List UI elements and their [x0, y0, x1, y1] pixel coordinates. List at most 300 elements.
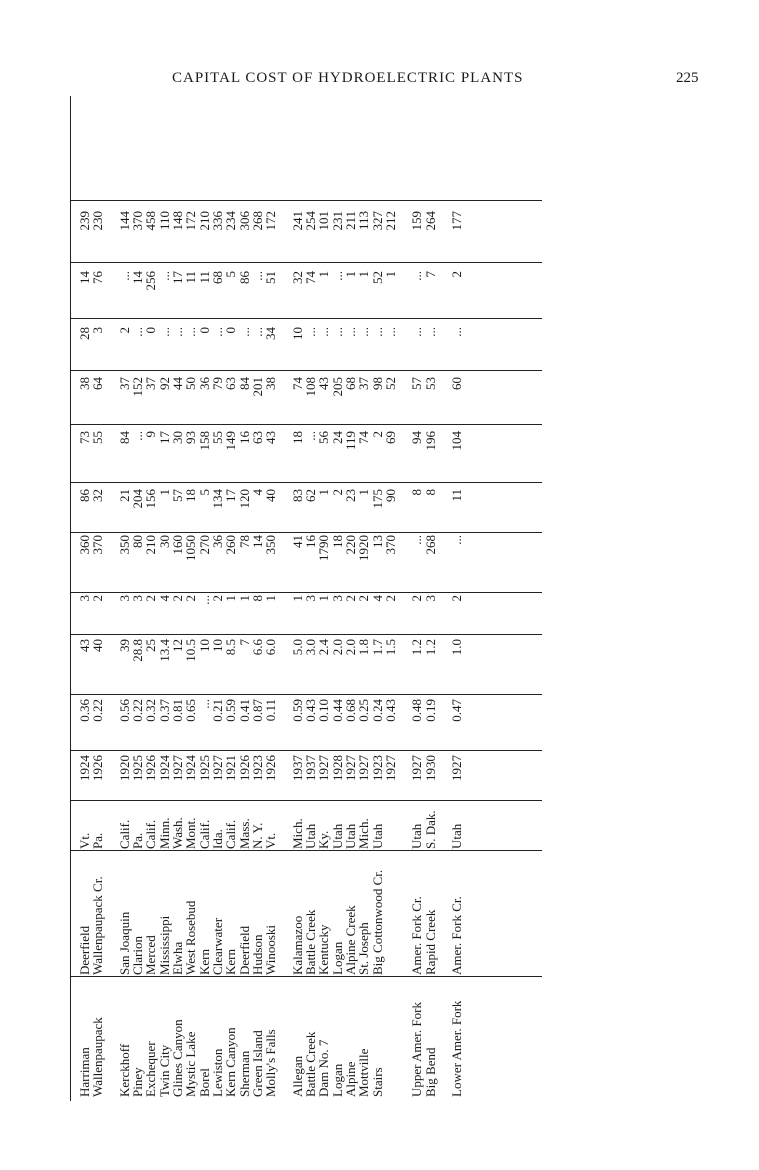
- column-rule: [70, 262, 542, 263]
- table-cell: 51: [263, 271, 279, 284]
- table-cell: 2: [356, 595, 372, 602]
- group-gap: [397, 431, 410, 479]
- column-rule: [70, 976, 542, 977]
- table-cell: 57: [170, 489, 186, 502]
- table-cell: Calif.: [116, 819, 132, 849]
- table-cell: 1927: [449, 755, 465, 781]
- table-cell: 8: [249, 595, 265, 602]
- table-cell: Green Island: [249, 1030, 265, 1097]
- table-cell: 17: [156, 431, 172, 444]
- table-cell: 37: [356, 377, 372, 390]
- group-gap: [105, 853, 118, 975]
- table-cell: 241: [289, 211, 305, 231]
- table-cell: 74: [289, 377, 305, 390]
- table-cell: ...: [196, 595, 212, 605]
- table-cell: 230: [90, 211, 106, 231]
- column-rule: [70, 850, 542, 851]
- table-cell: 104: [449, 431, 465, 451]
- table-cell: Utah: [329, 823, 345, 849]
- table-cell: Mich.: [289, 818, 305, 849]
- table-cell: 1: [382, 271, 398, 278]
- table-cell: 8: [409, 489, 425, 496]
- table-cell: ...: [303, 431, 319, 441]
- table-cell: 1: [263, 595, 279, 602]
- table-cell: ...: [116, 271, 132, 281]
- table-cell: 16: [303, 535, 319, 548]
- group-gap: [277, 211, 290, 255]
- table-cell: N. Y.: [249, 822, 265, 849]
- table-column-c7: [78, 377, 558, 421]
- table-cell: 1927: [382, 755, 398, 781]
- group-gap: [437, 431, 450, 479]
- table-cell: 1923: [249, 755, 265, 781]
- group-gap: [437, 271, 450, 315]
- table-cell: 2.0: [342, 639, 358, 656]
- table-cell: 110: [156, 211, 172, 231]
- table-cell: Utah: [342, 823, 358, 849]
- table-cell: Lower Amer. Fork: [449, 1000, 465, 1097]
- table-cell: 370: [130, 211, 146, 231]
- table-cell: 134: [209, 489, 225, 509]
- table-cell: Calif.: [196, 819, 212, 849]
- group-gap: [397, 803, 410, 849]
- table-cell: 1: [223, 595, 239, 602]
- table-cell: Allegan: [289, 1055, 305, 1097]
- table-cell: 1927: [409, 755, 425, 781]
- column-rule: [70, 592, 542, 593]
- table-cell: Utah: [449, 823, 465, 849]
- table-cell: 0.10: [316, 699, 332, 722]
- table-cell: 0: [143, 327, 159, 334]
- table-cell: 2.4: [316, 639, 332, 656]
- table-cell: 93: [183, 431, 199, 444]
- table-cell: 86: [77, 489, 92, 502]
- table-cell: 0.22: [90, 699, 106, 722]
- group-gap: [105, 377, 118, 421]
- table-cell: 73: [77, 431, 92, 444]
- page-number: 225: [676, 70, 699, 86]
- table-cell: 1927: [316, 755, 332, 781]
- table-cell: 4: [156, 595, 172, 602]
- table-cell: 172: [183, 211, 199, 231]
- table-cell: 57: [409, 377, 425, 390]
- table-cell: 55: [209, 431, 225, 444]
- table-cell: ...: [449, 327, 465, 337]
- table-cell: Wallenpaupack Cr.: [90, 876, 106, 975]
- table-cell: 336: [209, 211, 225, 231]
- table-cell: 7: [236, 639, 252, 646]
- table-cell: 1.8: [356, 639, 372, 656]
- table-cell: 36: [209, 535, 225, 548]
- table-cell: Kalamazoo: [289, 915, 305, 975]
- table-cell: ...: [196, 699, 212, 709]
- table-cell: Logan: [329, 1063, 345, 1097]
- table-cell: 34: [263, 327, 279, 340]
- column-rule: [70, 800, 542, 801]
- table-cell: 1: [316, 271, 332, 278]
- group-gap: [277, 535, 290, 589]
- table-cell: Clearwater: [209, 917, 225, 975]
- table-cell: 63: [249, 431, 265, 444]
- table-cell: 84: [236, 377, 252, 390]
- table-cell: 1937: [289, 755, 305, 781]
- table-cell: 44: [170, 377, 186, 390]
- table-cell: Stairs: [369, 1067, 385, 1097]
- table-cell: 0.81: [170, 699, 186, 722]
- table-cell: Upper Amer. Fork: [409, 1002, 425, 1097]
- table-cell: Glines Canyon: [170, 1019, 186, 1097]
- table-cell: 0.36: [77, 699, 92, 722]
- table-cell: 201: [249, 377, 265, 397]
- table-cell: 1: [316, 489, 332, 496]
- page-title: CAPITAL COST OF HYDROELECTRIC PLANTS: [172, 70, 524, 86]
- table-cell: 18: [329, 535, 345, 548]
- table-cell: 0.44: [329, 699, 345, 722]
- group-gap: [437, 755, 450, 799]
- table-cell: 0.11: [263, 699, 279, 722]
- table-cell: 78: [236, 535, 252, 548]
- table-cell: 2: [409, 595, 425, 602]
- column-rule: [70, 482, 542, 483]
- table-cell: 2: [90, 595, 106, 602]
- group-gap: [277, 699, 290, 749]
- group-gap: [105, 803, 118, 849]
- table-cell: 1.0: [449, 639, 465, 656]
- table-cell: 350: [116, 535, 132, 555]
- table-column-c10: [78, 211, 558, 255]
- table-cell: 1930: [422, 755, 438, 781]
- rotated-table: [70, 96, 550, 1101]
- table-cell: 5: [196, 489, 212, 496]
- table-cell: 83: [289, 489, 305, 502]
- table-column-c8: [78, 327, 558, 365]
- table-cell: 2.0: [329, 639, 345, 656]
- table-cell: 3: [303, 595, 319, 602]
- table-cell: 370: [90, 535, 106, 555]
- table-column-c6: [78, 431, 558, 479]
- group-gap: [437, 853, 450, 975]
- table-cell: Alpine Creek: [342, 905, 358, 975]
- table-cell: 1: [356, 489, 372, 496]
- group-gap: [397, 853, 410, 975]
- table-cell: 50: [183, 377, 199, 390]
- group-gap: [397, 535, 410, 589]
- table-cell: 210: [196, 211, 212, 231]
- table-cell: ...: [170, 327, 186, 337]
- table-cell: 156: [143, 489, 159, 509]
- table-cell: 5: [223, 271, 239, 278]
- table-cell: 7: [422, 271, 438, 278]
- table-cell: Ida.: [209, 829, 225, 849]
- table-cell: 158: [196, 431, 212, 451]
- table-cell: 98: [369, 377, 385, 390]
- table-cell: 1926: [236, 755, 252, 781]
- table-cell: Pa.: [90, 832, 106, 849]
- table-cell: 3: [329, 595, 345, 602]
- table-cell: [384, 979, 397, 1097]
- table-cell: 2: [116, 327, 132, 334]
- group-gap: [397, 489, 410, 529]
- table-cell: 0: [196, 327, 212, 334]
- table-cell: 3.0: [303, 639, 319, 656]
- table-cell: 3: [77, 595, 92, 602]
- group-gap: [277, 377, 290, 421]
- table-cell: Amer. Fork Cr.: [449, 896, 465, 975]
- table-cell: 8.5: [223, 639, 239, 656]
- table-cell: 360: [77, 535, 92, 555]
- table-cell: ...: [249, 271, 265, 281]
- table-cell: 1925: [196, 755, 212, 781]
- table-cell: 0.87: [249, 699, 265, 722]
- table-cell: 30: [156, 535, 172, 548]
- table-cell: Pa.: [130, 832, 146, 849]
- table-cell: 38: [263, 377, 279, 390]
- table-cell: 60: [449, 377, 465, 390]
- table-cell: 18: [183, 489, 199, 502]
- table-cell: 212: [382, 211, 398, 231]
- table-cell: 260: [223, 535, 239, 555]
- table-cell: Calif.: [223, 819, 239, 849]
- group-gap: [105, 431, 118, 479]
- table-cell: 1926: [143, 755, 159, 781]
- table-cell: 0.47: [449, 699, 465, 722]
- table-cell: 0.32: [143, 699, 159, 722]
- table-cell: 196: [422, 431, 438, 451]
- table-cell: 0.59: [289, 699, 305, 722]
- table-cell: 16: [236, 431, 252, 444]
- table-cell: 30: [170, 431, 186, 444]
- table-cell: 13.4: [156, 639, 172, 662]
- table-cell: ...: [303, 327, 319, 337]
- table-cell: Mottville: [356, 1048, 372, 1097]
- table-cell: 1924: [77, 755, 92, 781]
- column-rule: [70, 634, 542, 635]
- column-rule: [70, 200, 542, 201]
- table-cell: 14: [130, 271, 146, 284]
- table-cell: 11: [196, 271, 212, 284]
- table-cell: 11: [183, 271, 199, 284]
- table-cell: ...: [369, 327, 385, 337]
- table-cell: 0.65: [183, 699, 199, 722]
- table-cell: 63: [223, 377, 239, 390]
- table-cell: 1927: [342, 755, 358, 781]
- table-cell: Mystic Lake: [183, 1031, 199, 1097]
- group-gap: [105, 489, 118, 529]
- table-cell: 159: [409, 211, 425, 231]
- table-cell: 1: [342, 271, 358, 278]
- table-cell: Deerfield: [236, 925, 252, 975]
- group-gap: [277, 595, 290, 631]
- table-cell: 1921: [223, 755, 239, 781]
- table-cell: ...: [236, 327, 252, 337]
- table-cell: Borel: [196, 1068, 212, 1097]
- table-cell: 108: [303, 377, 319, 397]
- table-cell: 1937: [303, 755, 319, 781]
- table-cell: 205: [329, 377, 345, 397]
- data-table: [70, 96, 550, 1101]
- table-cell: Piney: [130, 1067, 146, 1097]
- table-cell: 14: [77, 271, 92, 284]
- group-gap: [437, 327, 450, 365]
- table-cell: 1: [289, 595, 305, 602]
- column-rule: [70, 318, 542, 319]
- table-cell: 0.41: [236, 699, 252, 722]
- table-cell: 62: [303, 489, 319, 502]
- table-cell: 350: [263, 535, 279, 555]
- table-cell: Amer. Fork Cr.: [409, 896, 425, 975]
- group-gap: [397, 595, 410, 631]
- group-gap: [105, 699, 118, 749]
- table-cell: 172: [263, 211, 279, 231]
- table-cell: 10.5: [183, 639, 199, 662]
- group-gap: [105, 271, 118, 315]
- table-cell: 37: [143, 377, 159, 390]
- table-cell: ...: [409, 535, 425, 545]
- table-cell: 1.7: [369, 639, 385, 656]
- table-cell: Kern Canyon: [223, 1027, 239, 1097]
- group-gap: [277, 431, 290, 479]
- group-gap: [277, 327, 290, 365]
- table-cell: St. Joseph: [356, 922, 372, 975]
- table-cell: 74: [303, 271, 319, 284]
- group-gap: [437, 377, 450, 421]
- group-gap: [397, 979, 410, 1097]
- table-cell: 2: [369, 431, 385, 438]
- table-cell: 84: [116, 431, 132, 444]
- table-cell: 4: [249, 489, 265, 496]
- group-gap: [277, 803, 290, 849]
- table-cell: 1927: [170, 755, 186, 781]
- table-cell: ...: [156, 271, 172, 281]
- table-cell: 2: [329, 489, 345, 496]
- group-gap: [105, 327, 118, 365]
- table-column-c3: [78, 595, 558, 631]
- table-cell: 76: [90, 271, 106, 284]
- table-cell: 12: [170, 639, 186, 652]
- table-cell: Big Cottonwood Cr.: [369, 869, 385, 975]
- table-top-rule: [70, 96, 71, 1101]
- table-cell: 13: [369, 535, 385, 548]
- table-cell: 40: [90, 639, 106, 652]
- table-cell: 1790: [316, 535, 332, 561]
- table-cell: Mont.: [183, 817, 199, 849]
- table-cell: 210: [143, 535, 159, 555]
- table-cell: 0.24: [369, 699, 385, 722]
- table-cell: ...: [382, 327, 398, 337]
- group-gap: [437, 211, 450, 255]
- table-cell: 1.2: [422, 639, 438, 656]
- group-gap: [105, 595, 118, 631]
- table-cell: 38: [77, 377, 92, 390]
- group-gap: [277, 639, 290, 691]
- table-cell: 0.43: [382, 699, 398, 722]
- table-cell: 1: [356, 271, 372, 278]
- table-cell: 458: [143, 211, 159, 231]
- table-cell: 11: [449, 489, 465, 502]
- table-cell: 41: [289, 535, 305, 548]
- table-cell: 18: [289, 431, 305, 444]
- table-cell: 0.22: [130, 699, 146, 722]
- table-cell: 1923: [369, 755, 385, 781]
- table-cell: 0.68: [342, 699, 358, 722]
- table-cell: Deerfield: [77, 925, 92, 975]
- table-cell: 53: [422, 377, 438, 390]
- table-cell: 1927: [356, 755, 372, 781]
- table-cell: ...: [156, 327, 172, 337]
- group-gap: [105, 755, 118, 799]
- group-gap: [437, 595, 450, 631]
- table-cell: 6.0: [263, 639, 279, 656]
- table-cell: 2: [170, 595, 186, 602]
- table-cell: Battle Creek: [303, 1031, 319, 1097]
- table-column-plant: [78, 979, 558, 1097]
- table-cell: 10: [289, 327, 305, 340]
- table-cell: 21: [116, 489, 132, 502]
- table-cell: 264: [422, 211, 438, 231]
- table-cell: 80: [130, 535, 146, 548]
- table-cell: Kentucky: [316, 924, 332, 975]
- table-cell: 1926: [263, 755, 279, 781]
- group-gap: [437, 639, 450, 691]
- table-cell: 2: [449, 271, 465, 278]
- table-cell: 36: [196, 377, 212, 390]
- table-cell: Ky.: [316, 830, 332, 849]
- group-gap: [105, 211, 118, 255]
- table-cell: 2: [342, 595, 358, 602]
- group-gap: [437, 979, 450, 1097]
- table-cell: 32: [90, 489, 106, 502]
- table-cell: 0.21: [209, 699, 225, 722]
- table-cell: 234: [223, 211, 239, 231]
- table-cell: 52: [382, 377, 398, 390]
- table-cell: 2: [183, 595, 199, 602]
- table-column-state: [78, 803, 558, 849]
- column-rule: [70, 370, 542, 371]
- rotated-table-region: [70, 96, 550, 1101]
- group-gap: [437, 535, 450, 589]
- group-gap: [277, 979, 290, 1097]
- table-cell: 74: [356, 431, 372, 444]
- table-column-year: [78, 755, 558, 799]
- table-cell: Exchequer: [143, 1041, 159, 1097]
- group-gap: [277, 853, 290, 975]
- table-cell: Logan: [329, 941, 345, 975]
- table-cell: 2: [143, 595, 159, 602]
- table-cell: 204: [130, 489, 146, 509]
- table-cell: 0.56: [116, 699, 132, 722]
- table-cell: Battle Creek: [303, 909, 319, 975]
- table-cell: 52: [369, 271, 385, 284]
- group-gap: [397, 699, 410, 749]
- table-cell: ...: [329, 271, 345, 281]
- table-column-c2: [78, 639, 558, 691]
- table-cell: 1.5: [382, 639, 398, 656]
- table-cell: [384, 803, 397, 849]
- table-cell: 175: [369, 489, 385, 509]
- table-cell: ...: [249, 327, 265, 337]
- table-cell: 28: [77, 327, 92, 340]
- table-cell: 1: [156, 489, 172, 496]
- table-cell: 55: [90, 431, 106, 444]
- table-cell: 2: [209, 595, 225, 602]
- table-cell: 231: [329, 211, 345, 231]
- table-cell: Clarion: [130, 936, 146, 975]
- table-column-c1: [78, 699, 558, 749]
- table-cell: Utah: [369, 823, 385, 849]
- table-cell: Kern: [196, 949, 212, 975]
- table-column-river: [78, 853, 558, 975]
- table-cell: 1924: [156, 755, 172, 781]
